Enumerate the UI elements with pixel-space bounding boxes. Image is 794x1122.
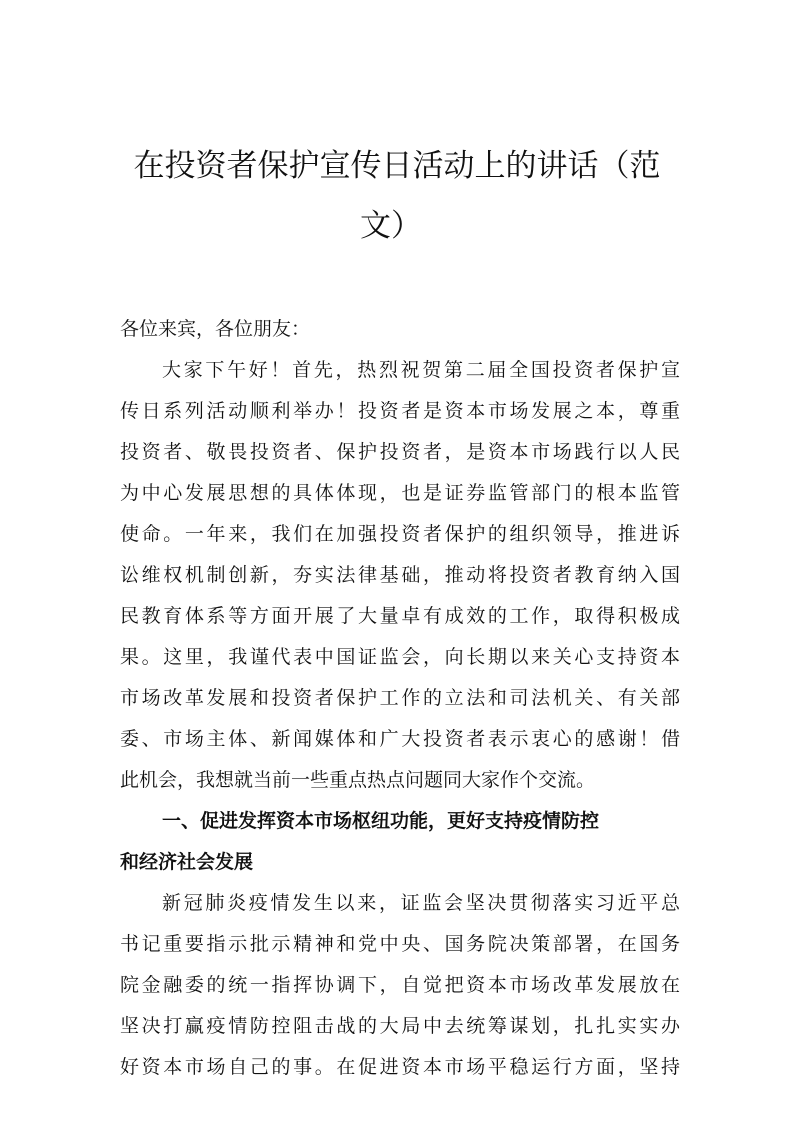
paragraph-2-line: 书记重要指示批示精神和党中央、国务院决策部署，在国务 bbox=[120, 933, 680, 955]
paragraph-1-line: 为中心发展思想的具体体现，也是证券监管部门的根本监管 bbox=[120, 482, 680, 504]
paragraph-2-line: 好资本市场自己的事。在促进资本市场平稳运行方面，坚持 bbox=[120, 1056, 680, 1078]
document-title-line-1: 在投资者保护宣传日活动上的讲话（范 bbox=[133, 148, 661, 184]
paragraph-1-line: 市场改革发展和投资者保护工作的立法和司法机关、有关部 bbox=[120, 687, 680, 709]
paragraph-1-line: 此机会，我想就当前一些重点热点问题同大家作个交流。 bbox=[120, 769, 596, 791]
paragraph-1-line: 传日系列活动顺利举办！投资者是资本市场发展之本，尊重 bbox=[120, 400, 680, 422]
paragraph-2-line: 新冠肺炎疫情发生以来，证监会坚决贯彻落实习近平总 bbox=[162, 892, 680, 914]
paragraph-1-line: 使命。一年来，我们在加强投资者保护的组织领导，推进诉 bbox=[120, 523, 680, 545]
paragraph-1-line: 委、市场主体、新闻媒体和广大投资者表示衷心的感谢！借 bbox=[120, 728, 680, 750]
paragraph-2-line: 院金融委的统一指挥协调下，自觉把资本市场改革发展放在 bbox=[120, 974, 680, 996]
greeting: 各位来宾，各位朋友： bbox=[120, 318, 311, 340]
paragraph-1-line: 民教育体系等方面开展了大量卓有成效的工作，取得积极成 bbox=[120, 605, 680, 627]
document-title-line-2: 文） bbox=[360, 208, 422, 244]
paragraph-1-line: 果。这里，我谨代表中国证监会，向长期以来关心支持资本 bbox=[120, 646, 680, 668]
section-heading-line-1: 一、促进发挥资本市场枢纽功能，更好支持疫情防控 bbox=[162, 810, 600, 832]
paragraph-1-line: 投资者、敬畏投资者、保护投资者，是资本市场践行以人民 bbox=[120, 441, 680, 463]
paragraph-1-line: 大家下午好！首先，热烈祝贺第二届全国投资者保护宣 bbox=[162, 359, 680, 381]
section-heading-line-2: 和经济社会发展 bbox=[120, 851, 254, 873]
paragraph-2-line: 坚决打赢疫情防控阻击战的大局中去统筹谋划，扎扎实实办 bbox=[120, 1015, 680, 1037]
paragraph-1-line: 讼维权机制创新，夯实法律基础，推动将投资者教育纳入国 bbox=[120, 564, 680, 586]
